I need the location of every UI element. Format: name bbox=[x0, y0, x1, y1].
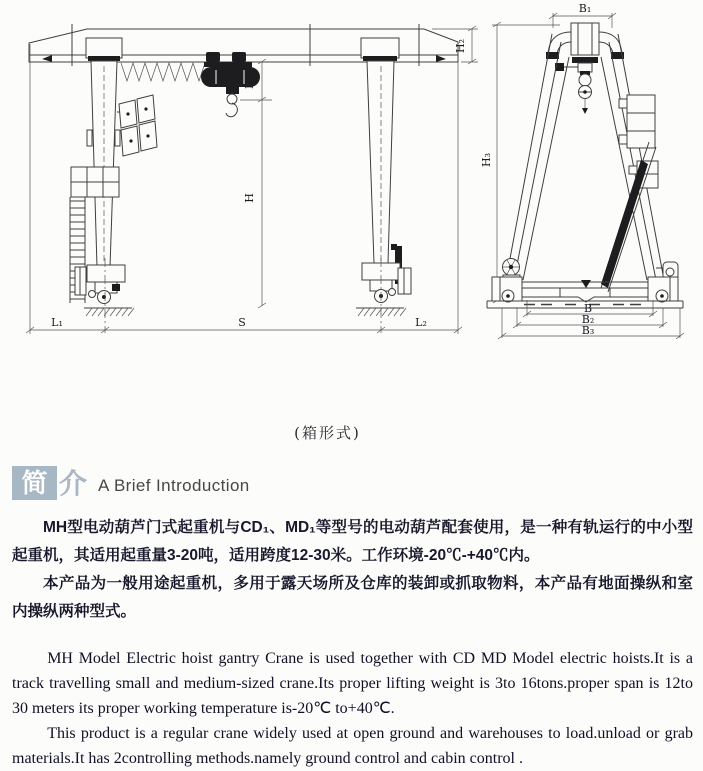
front-view bbox=[26, 24, 478, 334]
dim-label-b2: B₂ bbox=[581, 313, 595, 326]
dim-label-l2: L₂ bbox=[415, 316, 427, 329]
chinese-description bbox=[12, 514, 693, 626]
right-leg bbox=[361, 38, 399, 263]
zh-paragraph-2: 本产品为一般用途起重机，多用于露天场所及仓库的装卸或抓取物料，本产品有地面操纵和室内操纵两种型式。 bbox=[12, 575, 693, 620]
electric-cabinets bbox=[117, 95, 157, 156]
dim-h1-h bbox=[240, 59, 272, 308]
hook-arrow bbox=[582, 108, 588, 114]
intro-header bbox=[12, 466, 250, 500]
dim-label-b: B bbox=[583, 302, 593, 315]
dim-h3 bbox=[480, 22, 560, 303]
resistor-boxes bbox=[71, 167, 119, 197]
side-view bbox=[480, 2, 684, 339]
hook-icon bbox=[226, 103, 237, 117]
ground-hatch-left bbox=[84, 308, 134, 316]
diagonal-brace bbox=[601, 142, 656, 292]
crown bbox=[546, 23, 624, 59]
dim-label-s: S bbox=[238, 316, 246, 329]
festoon-cable bbox=[121, 63, 205, 81]
dim-label-h1: H₁ bbox=[243, 74, 256, 90]
hanging-hoist bbox=[555, 57, 598, 114]
dim-label-h2: H₂ bbox=[454, 38, 467, 54]
intro-badge-char: 介 bbox=[59, 468, 88, 499]
zh-paragraph-1: MH型电动葫芦门式起重机与CD₁、MD₁等型号的电动葫芦配套使用，是一种有轨运行的中小型起重机，其适用起重量3-20吨，适用跨度12-30米。工作环境-20℃-+40℃内。 bbox=[12, 519, 693, 564]
dim-label-h3: H₃ bbox=[480, 152, 493, 168]
en-paragraph-2: This product is a regular crane widely used at open ground and warehouses to load.unload or grab materials.It has 2controlling methods.namely ground control and cabin control . bbox=[12, 725, 693, 767]
intro-badge-icon: 简 bbox=[12, 466, 57, 500]
dim-label-h: H bbox=[243, 193, 256, 203]
intro-title: A Brief Introduction bbox=[98, 476, 250, 495]
center-arrow bbox=[581, 280, 591, 288]
english-description bbox=[12, 646, 693, 771]
dim-label-b3: B₃ bbox=[581, 324, 595, 337]
drawing-caption: (箱形式) bbox=[294, 424, 361, 442]
crane-technical-drawing bbox=[0, 0, 703, 352]
hook-shackle bbox=[226, 87, 239, 94]
left-wheel-assembly bbox=[75, 258, 125, 333]
dim-label-l1: L₁ bbox=[51, 316, 63, 329]
dim-label-b1: B₁ bbox=[578, 2, 592, 15]
left-leg bbox=[86, 38, 122, 267]
en-paragraph-1: MH Model Electric hoist gantry Crane is used together with CD MD Model electric hoists.It is a track travelling small and medium-sized crane.Its proper lifting weight is 3to 16tons.proper span is 12to 30 meters its proper working temperature is-20℃ to+40℃. bbox=[12, 650, 693, 717]
